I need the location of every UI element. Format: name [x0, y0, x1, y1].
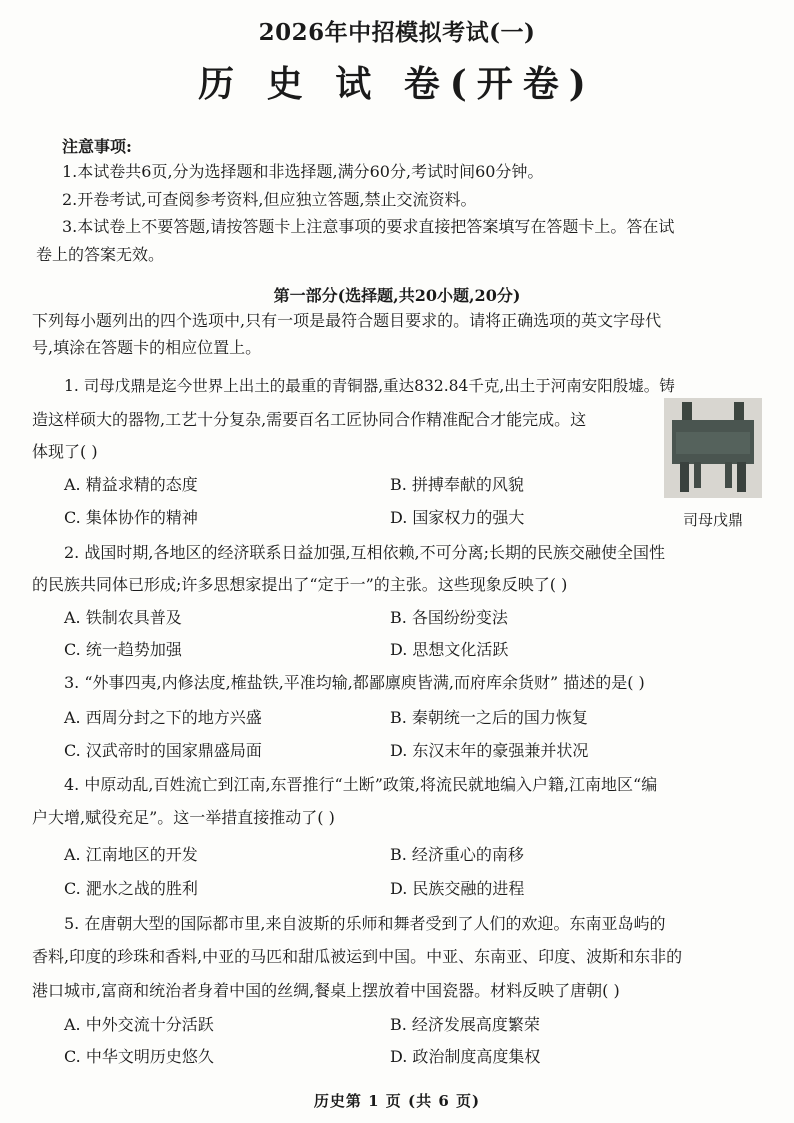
- option-d: D. 国家权力的强大: [390, 508, 525, 527]
- option-b: B. 秦朝统一之后的国力恢复: [390, 708, 588, 727]
- question-text: 4. 中原动乱,百姓流亡到江南,东晋推行“土断”政策,将流民就地编入户籍,江南地区“编: [64, 775, 658, 794]
- option-d: D. 民族交融的进程: [390, 879, 525, 898]
- question-text: 3. “外事四夷,内修法度,榷盐铁,平准均输,都鄙廪庾皆满,而府库余货财” 描述的是( ): [64, 673, 645, 692]
- notice-item: 3.本试卷上不要答题,请按答题卡上注意事项的要求直接把答案填写在答题卡上。答在试: [62, 217, 675, 236]
- section-instructions: 号,填涂在答题卡的相应位置上。: [32, 338, 262, 357]
- question-text: 2. 战国时期,各地区的经济联系日益加强,互相依赖,不可分离;长期的民族交融使全国性: [64, 543, 666, 562]
- option-a: A. 铁制农具普及: [64, 608, 182, 627]
- notice-item: 1.本试卷共6页,分为选择题和非选择题,满分60分,考试时间60分钟。: [62, 162, 544, 181]
- question-text: 1. 司母戊鼎是迄今世界上出土的最重的青铜器,重达832.84千克,出土于河南安阳殷墟。铸: [64, 377, 675, 395]
- question-text: 的民族共同体已形成;许多思想家提出了“定于一”的主张。这些现象反映了( ): [32, 575, 568, 594]
- option-c: C. 淝水之战的胜利: [64, 879, 198, 898]
- option-a: A. 中外交流十分活跃: [64, 1015, 214, 1034]
- page-footer: 历史第 1 页 (共 6 页): [313, 1092, 481, 1110]
- subject-title: 历 史 试 卷(开卷): [198, 63, 596, 105]
- option-c: C. 统一趋势加强: [64, 640, 182, 659]
- section-title: 第一部分(选择题,共20小题,20分): [273, 286, 521, 305]
- option-a: A. 江南地区的开发: [64, 845, 198, 864]
- question-text: 体现了( ): [32, 442, 98, 461]
- bronze-ding-image: [664, 398, 762, 498]
- option-d: D. 东汉末年的豪强兼并状况: [390, 741, 589, 760]
- section-instructions: 下列每小题列出的四个选项中,只有一项是最符合题目要求的。请将正确选项的英文字母代: [32, 311, 662, 330]
- question-text: 造这样硕大的器物,工艺十分复杂,需要百名工匠协同合作精准配合才能完成。这: [32, 410, 587, 429]
- option-b: B. 经济重心的南移: [390, 845, 524, 864]
- option-b: B. 拼搏奉献的风貌: [390, 475, 524, 494]
- option-a: A. 精益求精的态度: [64, 475, 198, 494]
- option-b: B. 经济发展高度繁荣: [390, 1015, 540, 1034]
- question-text: 香料,印度的珍珠和香料,中亚的马匹和甜瓜被运到中国。中亚、东南亚、印度、波斯和东非的: [32, 947, 683, 966]
- option-a: A. 西周分封之下的地方兴盛: [64, 708, 262, 727]
- question-text: 户大增,赋役充足”。这一举措直接推动了( ): [32, 808, 335, 827]
- notice-item: 2.开卷考试,可查阅参考资料,但应独立答题,禁止交流资料。: [62, 190, 477, 209]
- question-text: 5. 在唐朝大型的国际都市里,来自波斯的乐师和舞者受到了人们的欢迎。东南亚岛屿的: [64, 914, 666, 933]
- option-d: D. 政治制度高度集权: [390, 1047, 541, 1066]
- option-c: C. 集体协作的精神: [64, 508, 198, 527]
- figure-caption: 司母戊鼎: [682, 511, 743, 529]
- notice-heading: 注意事项:: [62, 137, 132, 156]
- notice-item: 卷上的答案无效。: [36, 245, 165, 264]
- option-b: B. 各国纷纷变法: [390, 608, 508, 627]
- option-c: C. 中华文明历史悠久: [64, 1047, 214, 1066]
- exam-title: 2026年中招模拟考试(一): [258, 19, 536, 46]
- question-text: 港口城市,富商和统治者身着中国的丝绸,餐桌上摆放着中国瓷器。材料反映了唐朝( ): [32, 981, 620, 1000]
- option-d: D. 思想文化活跃: [390, 640, 509, 659]
- option-c: C. 汉武帝时的国家鼎盛局面: [64, 741, 262, 760]
